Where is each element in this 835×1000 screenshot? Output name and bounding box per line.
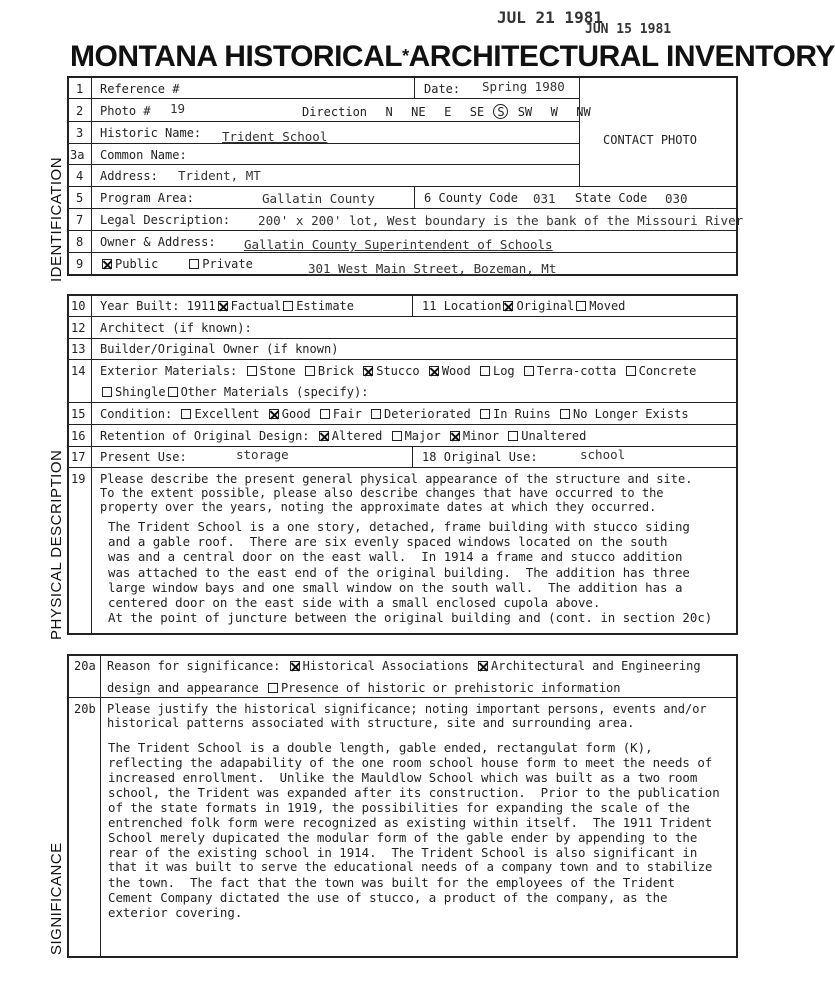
fair-checkbox	[320, 409, 330, 419]
present-use-value: storage	[236, 447, 289, 462]
year-built-row: Year Built: 1911 Factual Estimate	[100, 299, 354, 313]
justify-instructions: historical patterns associated with structure, site and surrounding area.	[107, 716, 635, 730]
reason-row-2: design and appearance Presence of historic or prehistoric information	[107, 681, 621, 695]
description-line: was attached to the east end of the original building. The addition has three	[108, 565, 690, 580]
historical-associations-checkbox	[290, 661, 300, 671]
justify-instructions: Please justify the historical significance; noting important persons, events and/or	[107, 702, 707, 716]
wood-checkbox	[429, 366, 439, 376]
row-number: 10	[71, 299, 86, 313]
significance-line: rear of the existing school in 1914. The Trident School is also significant in	[108, 845, 698, 860]
description-line: centered door on the east side with a small enclosed cupola above.	[108, 595, 601, 610]
photo-value: 19	[170, 101, 186, 116]
row-number: 3	[76, 126, 84, 140]
architect-label: Architect (if known):	[100, 321, 252, 335]
description-line: At the point of juncture between the original building and (cont. in section 20c)	[108, 610, 713, 625]
description-line: was and a central door on the east wall. In 1914 a frame and stucco addition	[108, 549, 683, 564]
reason-row: Reason for significance: Historical Associations Architectural and Engineering	[107, 659, 701, 673]
original-location-checkbox	[503, 301, 513, 311]
county-code-label: 6 County Code	[424, 191, 518, 205]
section-label-physical: PHYSICAL DESCRIPTION	[48, 449, 65, 640]
program-area-label: Program Area:	[100, 191, 194, 205]
excellent-checkbox	[181, 409, 191, 419]
estimate-checkbox	[283, 301, 293, 311]
state-code-value: 030	[665, 191, 688, 206]
row-number: 5	[76, 191, 84, 205]
significance-line: The Trident School is a double length, gable ended, rectangulat form (K),	[108, 740, 653, 755]
no-longer-exists-checkbox	[560, 409, 570, 419]
factual-checkbox	[218, 301, 228, 311]
date-label: Date:	[424, 82, 461, 96]
program-area-value: Gallatin County	[262, 191, 375, 206]
row-number: 4	[76, 169, 84, 183]
owner-address-value: 301 West Main Street, Bozeman, Mt	[308, 261, 557, 276]
direction-selected: S	[493, 104, 508, 119]
form-title: MONTANA HISTORICAL*ARCHITECTURAL INVENTORY	[70, 40, 835, 73]
address-value: Trident, MT	[178, 168, 261, 183]
significance-line: school, the Trident was expanded after its construction. Prior to the publication	[108, 785, 720, 800]
description-instructions: To the extent possible, please also describe changes that have occurred to the	[100, 486, 664, 500]
row-number: 20b	[74, 702, 96, 716]
builder-label: Builder/Original Owner (if known)	[100, 342, 339, 356]
received-stamp-jun: JUN 15 1981	[585, 22, 672, 37]
significance-line: increased enrollment. Unlike the Mauldlow School which was built as a two room	[108, 770, 698, 785]
public-checkbox	[102, 259, 112, 269]
significance-line: reflecting the adapability of the one room school house form to meet the needs of	[108, 755, 713, 770]
unaltered-checkbox	[508, 431, 518, 441]
received-stamp-jul: JUL 21 1981	[497, 8, 603, 27]
row-number: 8	[76, 235, 84, 249]
photo-label: Photo #	[100, 104, 151, 118]
historic-name-label: Historic Name:	[100, 126, 202, 140]
row-number: 16	[71, 429, 86, 443]
ownership-type: Public Private	[100, 257, 253, 271]
altered-checkbox	[319, 431, 329, 441]
row-number: 2	[76, 104, 84, 118]
row-number: 14	[71, 364, 86, 378]
description-instructions: Please describe the present general physical appearance of the structure and site.	[100, 472, 693, 486]
row-number: 20a	[74, 659, 96, 673]
minor-checkbox	[450, 431, 460, 441]
description-instructions: property over the years, noting the approximate dates at which they occurred.	[100, 500, 657, 514]
row-number: 7	[76, 213, 84, 227]
deteriorated-checkbox	[371, 409, 381, 419]
description-line: and a gable roof. There are six evenly spaced windows located on the south	[108, 534, 668, 549]
exterior-materials-row: Exterior Materials: Stone Brick Stucco Wood Log Terra-cotta Concrete	[100, 364, 697, 378]
county-code-value: 031	[533, 191, 556, 206]
legal-description-value: 200' x 200' lot, West boundary is the bank of the Missouri River	[258, 213, 744, 228]
architectural-engineering-checkbox	[478, 661, 488, 671]
condition-row: Condition: Excellent Good Fair Deteriorated In Ruins No Longer Exists	[100, 407, 689, 421]
row-number: 19	[71, 472, 86, 486]
retention-row: Retention of Original Design: Altered Major Minor Unaltered	[100, 429, 587, 443]
row-number: 13	[71, 342, 86, 356]
in-ruins-checkbox	[480, 409, 490, 419]
owner-label: Owner & Address:	[100, 235, 216, 249]
private-checkbox	[189, 259, 199, 269]
row-number: 12	[71, 321, 86, 335]
common-name-label: Common Name:	[100, 148, 187, 162]
moved-checkbox	[576, 301, 586, 311]
present-use-label: Present Use:	[100, 450, 187, 464]
prehistoric-checkbox	[268, 683, 278, 693]
row-number: 17	[71, 450, 86, 464]
row-number: 9	[76, 257, 84, 271]
date-value: Spring 1980	[482, 79, 565, 94]
terra-cotta-checkbox	[524, 366, 534, 376]
significance-line: that it was built to serve the educational needs of a company town and to stabilize	[108, 860, 713, 874]
stucco-checkbox	[363, 366, 373, 376]
row-number: 3a	[70, 148, 85, 162]
exterior-materials-row-2: Shingle Other Materials (specify):	[100, 385, 368, 399]
good-checkbox	[269, 409, 279, 419]
section-label-significance: SIGNIFICANCE	[48, 842, 65, 955]
legal-description-label: Legal Description:	[100, 213, 231, 227]
original-use-value: school	[580, 447, 626, 462]
log-checkbox	[480, 366, 490, 376]
reference-label: Reference #	[100, 82, 180, 96]
direction-row: Direction N NE E SE S SW W NW	[302, 105, 591, 119]
row-number: 15	[71, 407, 86, 421]
brick-checkbox	[305, 366, 315, 376]
significance-line: exterior covering.	[108, 905, 243, 920]
owner-value: Gallatin County Superintendent of Schools	[244, 237, 553, 252]
concrete-checkbox	[626, 366, 636, 376]
significance-line: of the state formats in 1919, the possibilities for expanding the scale of the	[108, 800, 690, 815]
location-row: 11 Location Original Moved	[422, 299, 626, 313]
original-use-label: 18 Original Use:	[422, 450, 538, 464]
description-line: large window bays and one small window on the south wall. The addition has a	[108, 580, 683, 595]
address-label: Address:	[100, 169, 158, 183]
other-materials-checkbox	[168, 387, 178, 397]
major-checkbox	[392, 431, 402, 441]
state-code-label: State Code	[575, 191, 648, 205]
stone-checkbox	[247, 366, 257, 376]
contact-photo-placeholder: CONTACT PHOTO	[603, 133, 697, 147]
significance-line: School merely dupicated the modular form of the gable ender by appending to the	[108, 830, 698, 845]
section-label-identification: IDENTIFICATION	[48, 156, 65, 282]
significance-line: Cement Company dictated the use of stucco, a product of the company, as the	[108, 890, 668, 905]
shingle-checkbox	[102, 387, 112, 397]
historic-name-value: Trident School	[222, 129, 328, 144]
description-line: The Trident School is a one story, detached, frame building with stucco siding	[108, 519, 690, 534]
significance-line: the town. The fact that the town was built for the employees of the Trident	[108, 875, 675, 890]
row-number: 1	[76, 82, 84, 96]
significance-line: entrenched folk form were recognized as existing within itself. The 1911 Trident	[108, 815, 713, 830]
